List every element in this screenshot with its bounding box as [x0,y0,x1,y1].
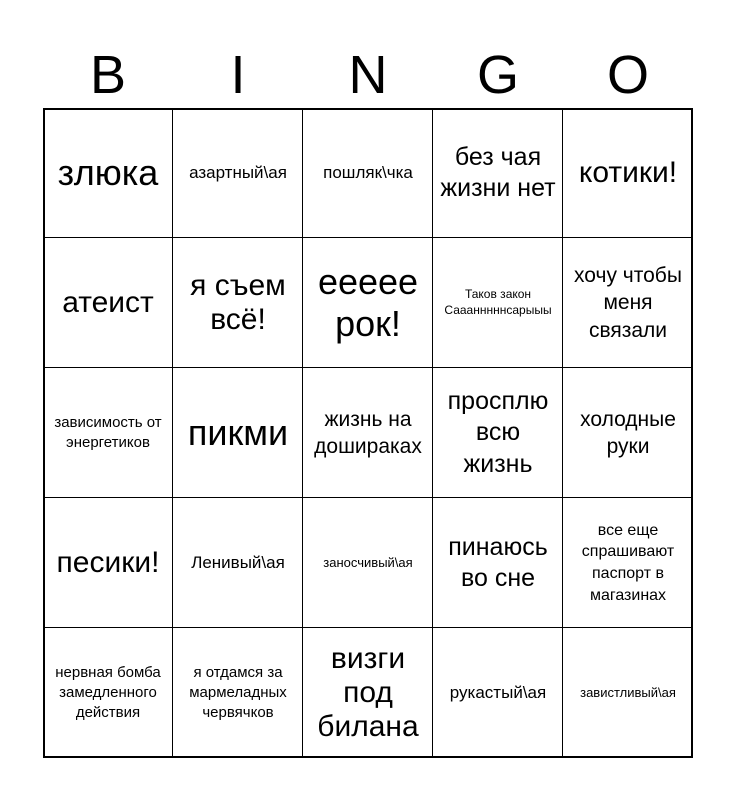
cell-text: зависимость от энергетиков [54,413,162,451]
bingo-cell[interactable] [563,108,693,238]
grid-line [43,237,693,238]
cell-text: пикми [187,412,289,454]
bingo-cell[interactable] [43,108,173,238]
bingo-grid [43,108,693,758]
cell-text: нервная бомба замедленного действия [55,663,161,722]
cell-text: я отдамся за мармеладных червячков [189,663,287,722]
cell-text: пинаюсь во сне [448,532,548,592]
cell-text: хочу чтобы меня связали [574,264,682,342]
bingo-cell[interactable] [303,238,433,368]
bingo-cell[interactable] [43,368,173,498]
bingo-cell[interactable] [563,238,693,368]
cell-text: азартный\ая [189,162,287,182]
cell-text: котики! [578,155,678,189]
bingo-cell[interactable] [563,628,693,758]
cell-text: пошляк\чка [323,162,413,182]
bingo-cell[interactable] [173,238,303,368]
cell-text: Ленивый\ая [191,552,285,572]
grid-line [432,108,433,758]
bingo-cell[interactable] [173,108,303,238]
cell-text: завистливый\ая [580,684,676,700]
bingo-cell[interactable] [43,238,173,368]
grid-line [302,108,303,758]
bingo-cell[interactable] [43,498,173,628]
grid-line [43,756,693,758]
grid-line [43,497,693,498]
cell-text: визги под билана [317,641,419,744]
header-letter-i: I [230,45,246,105]
bingo-cell[interactable] [303,108,433,238]
grid-line [43,108,693,110]
bingo-cell[interactable] [563,368,693,498]
bingo-header [43,42,693,108]
header-letter-b: B [89,45,127,105]
bingo-cell[interactable] [43,628,173,758]
grid-line [43,627,693,628]
bingo-cell[interactable] [173,368,303,498]
cell-text: Таков закон Сааанннннсарыыы [444,287,552,317]
bingo-cell[interactable] [303,498,433,628]
cell-text: злюка [57,152,159,194]
bingo-cell[interactable] [563,498,693,628]
header-letter-o: O [606,45,649,105]
header-letter-n: N [348,45,388,105]
cell-text: песики! [56,545,160,579]
bingo-cell[interactable] [433,628,563,758]
cell-text: атеист [62,285,154,319]
bingo-cell[interactable] [433,368,563,498]
cell-text: без чая жизни нет [440,142,556,202]
header-letter-g: G [476,45,519,105]
bingo-cell[interactable] [303,628,433,758]
bingo-cell[interactable] [173,498,303,628]
cell-text: все еще спрашивают паспорт в магазинах [581,521,675,604]
grid-line [562,108,563,758]
cell-text: я съем всё! [190,268,286,336]
grid-line [43,367,693,368]
grid-line [172,108,173,758]
cell-text: еееее рок! [317,261,419,344]
bingo-cell[interactable] [433,238,563,368]
cell-text: холодные руки [580,407,676,458]
cell-text: просплю всю жизнь [447,387,549,478]
cell-text: заносчивый\ая [323,554,413,570]
grid-line [43,108,45,758]
cell-text: жизнь на дошираках [314,407,422,458]
bingo-cell[interactable] [303,368,433,498]
bingo-cell[interactable] [433,108,563,238]
bingo-cell[interactable] [173,628,303,758]
grid-line [691,108,693,758]
bingo-cell[interactable] [433,498,563,628]
cell-text: рукастый\ая [449,682,547,702]
